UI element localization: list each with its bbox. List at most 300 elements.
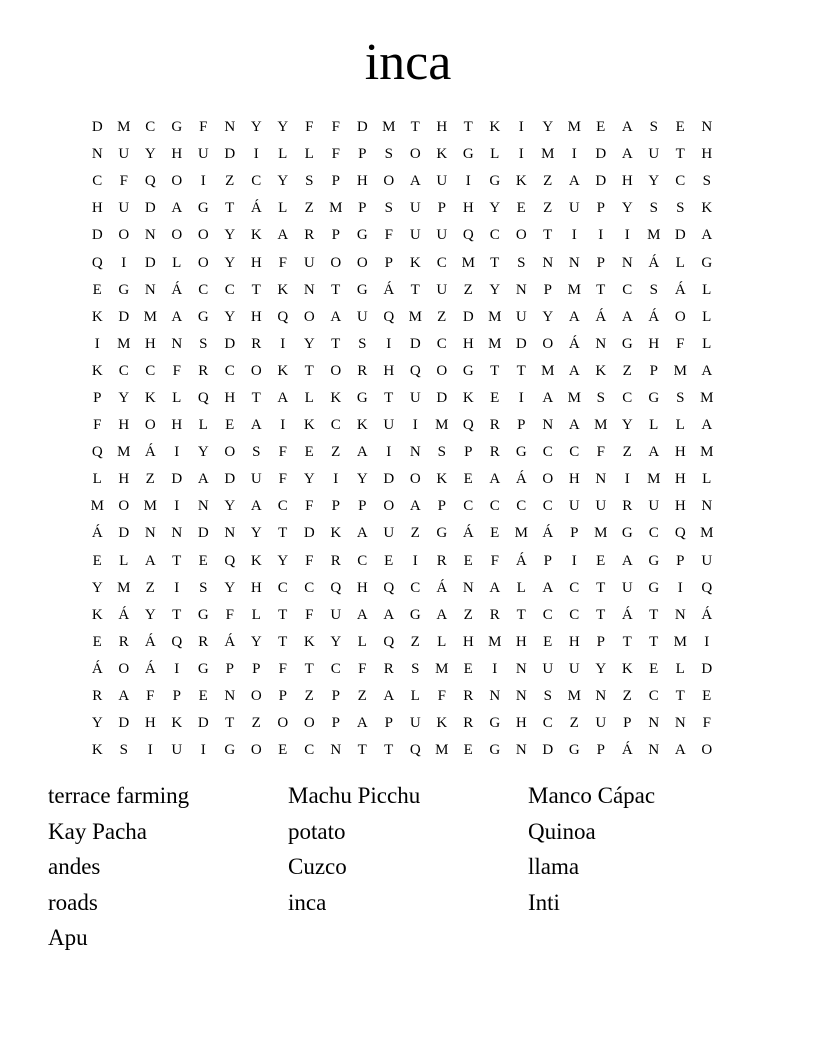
grid-letter: N bbox=[224, 525, 236, 542]
grid-letter: C bbox=[569, 606, 580, 623]
grid-letter: T bbox=[278, 606, 288, 623]
grid-letter: G bbox=[648, 579, 660, 596]
grid-letter: F bbox=[331, 146, 340, 163]
grid-letter: Á bbox=[595, 308, 607, 325]
grid-letter: F bbox=[358, 660, 367, 677]
grid-letter: E bbox=[702, 688, 712, 705]
grid-letter: T bbox=[410, 119, 420, 136]
grid-row bbox=[84, 575, 734, 602]
grid-letter: Z bbox=[225, 173, 235, 190]
grid-letter: C bbox=[357, 552, 368, 569]
grid-letter: D bbox=[542, 742, 554, 759]
grid-letter: O bbox=[171, 227, 183, 244]
grid-letter: L bbox=[198, 417, 208, 434]
grid-letter: Y bbox=[224, 308, 236, 325]
grid-letter: L bbox=[702, 471, 712, 488]
grid-letter: R bbox=[330, 552, 341, 569]
grid-letter: C bbox=[198, 281, 209, 298]
grid-row bbox=[84, 304, 734, 331]
grid-letter: M bbox=[382, 119, 396, 136]
grid-row bbox=[84, 656, 734, 683]
grid-letter: H bbox=[383, 362, 395, 379]
grid-letter: M bbox=[594, 417, 608, 434]
grid-letter: C bbox=[304, 579, 315, 596]
grid-letter: O bbox=[250, 742, 262, 759]
grid-letter: F bbox=[490, 552, 499, 569]
grid-letter: T bbox=[596, 281, 606, 298]
grid-letter: S bbox=[649, 200, 658, 217]
grid-letter: M bbox=[435, 417, 449, 434]
grid-letter: E bbox=[198, 552, 208, 569]
grid-letter: H bbox=[356, 579, 368, 596]
grid-letter: U bbox=[568, 200, 580, 217]
grid-letter: Z bbox=[410, 525, 420, 542]
grid-letter: A bbox=[118, 688, 130, 705]
grid-row bbox=[84, 168, 734, 195]
grid-letter: E bbox=[490, 389, 500, 406]
grid-letter: D bbox=[118, 308, 130, 325]
grid-letter: T bbox=[331, 335, 341, 352]
grid-letter: G bbox=[621, 525, 633, 542]
grid-letter: G bbox=[356, 389, 368, 406]
grid-letter: T bbox=[463, 119, 473, 136]
grid-letter: U bbox=[436, 281, 448, 298]
grid-letter: S bbox=[437, 444, 446, 461]
grid-letter: I bbox=[571, 146, 577, 163]
grid-letter: M bbox=[488, 633, 502, 650]
grid-letter: I bbox=[333, 471, 339, 488]
grid-letter: F bbox=[278, 444, 287, 461]
grid-letter: F bbox=[278, 254, 287, 271]
grid-letter: N bbox=[144, 281, 156, 298]
grid-letter: N bbox=[701, 498, 713, 515]
grid-letter: H bbox=[356, 173, 368, 190]
grid-letter: T bbox=[304, 660, 314, 677]
grid-letter: U bbox=[118, 200, 130, 217]
grid-letter: Á bbox=[224, 633, 236, 650]
grid-letter: F bbox=[331, 119, 340, 136]
grid-letter: A bbox=[621, 119, 633, 136]
letter-grid bbox=[84, 114, 734, 764]
grid-letter: D bbox=[171, 471, 183, 488]
grid-letter: H bbox=[436, 119, 448, 136]
grid-letter: N bbox=[648, 715, 660, 732]
grid-letter: Y bbox=[595, 660, 607, 677]
grid-letter: H bbox=[250, 254, 262, 271]
grid-letter: C bbox=[463, 498, 474, 515]
grid-letter: U bbox=[595, 715, 607, 732]
grid-letter: L bbox=[357, 633, 367, 650]
grid-letter: M bbox=[541, 146, 555, 163]
grid-letter: P bbox=[596, 742, 605, 759]
grid-letter: H bbox=[224, 389, 236, 406]
grid-letter: Á bbox=[621, 606, 633, 623]
grid-letter: C bbox=[542, 498, 553, 515]
grid-letter: Q bbox=[701, 579, 713, 596]
grid-letter: S bbox=[252, 444, 261, 461]
grid-letter: U bbox=[409, 200, 421, 217]
grid-letter: D bbox=[436, 389, 448, 406]
grid-letter: L bbox=[278, 200, 288, 217]
grid-letter: L bbox=[119, 552, 129, 569]
grid-letter: T bbox=[172, 606, 182, 623]
grid-letter: C bbox=[489, 227, 500, 244]
grid-letter: L bbox=[251, 606, 261, 623]
grid-letter: N bbox=[515, 688, 527, 705]
grid-letter: P bbox=[596, 254, 605, 271]
grid-letter: Z bbox=[622, 444, 632, 461]
grid-letter: S bbox=[384, 146, 393, 163]
grid-letter: C bbox=[622, 389, 633, 406]
grid-letter: D bbox=[674, 227, 686, 244]
grid-letter: U bbox=[648, 146, 660, 163]
grid-letter: K bbox=[91, 308, 103, 325]
grid-letter: E bbox=[278, 742, 288, 759]
grid-letter: T bbox=[596, 606, 606, 623]
grid-letter: Á bbox=[144, 660, 156, 677]
word-list-item: potato bbox=[288, 818, 346, 844]
grid-letter: R bbox=[489, 606, 500, 623]
grid-letter: N bbox=[542, 417, 554, 434]
grid-letter: F bbox=[225, 606, 234, 623]
grid-letter: I bbox=[492, 660, 498, 677]
grid-letter: O bbox=[330, 362, 342, 379]
grid-letter: Z bbox=[357, 688, 367, 705]
grid-letter: G bbox=[197, 200, 209, 217]
grid-letter: C bbox=[542, 715, 553, 732]
grid-letter: T bbox=[251, 281, 261, 298]
grid-letter: A bbox=[356, 525, 368, 542]
grid-letter: O bbox=[118, 498, 130, 515]
grid-letter: U bbox=[409, 389, 421, 406]
grid-letter: F bbox=[278, 660, 287, 677]
grid-letter: R bbox=[622, 498, 633, 515]
grid-letter: A bbox=[356, 444, 368, 461]
grid-letter: H bbox=[515, 715, 527, 732]
grid-letter: P bbox=[358, 200, 367, 217]
grid-letter: A bbox=[648, 444, 660, 461]
grid-letter: C bbox=[145, 362, 156, 379]
grid-letter: D bbox=[356, 119, 368, 136]
grid-letter: N bbox=[674, 606, 686, 623]
grid-letter: D bbox=[595, 146, 607, 163]
grid-letter: A bbox=[621, 308, 633, 325]
grid-letter: I bbox=[518, 389, 524, 406]
grid-letter: M bbox=[567, 688, 581, 705]
grid-letter: H bbox=[171, 417, 183, 434]
grid-letter: C bbox=[542, 444, 553, 461]
grid-letter: U bbox=[356, 308, 368, 325]
grid-letter: I bbox=[571, 227, 577, 244]
grid-letter: N bbox=[674, 715, 686, 732]
grid-letter: S bbox=[199, 335, 208, 352]
grid-letter: H bbox=[118, 417, 130, 434]
grid-letter: P bbox=[437, 498, 446, 515]
grid-letter: L bbox=[437, 633, 447, 650]
grid-letter: A bbox=[489, 579, 501, 596]
grid-letter: Q bbox=[197, 389, 209, 406]
grid-letter: R bbox=[92, 688, 103, 705]
grid-letter: H bbox=[91, 200, 103, 217]
grid-letter: K bbox=[356, 417, 368, 434]
grid-letter: A bbox=[489, 471, 501, 488]
grid-letter: P bbox=[596, 633, 605, 650]
grid-letter: Y bbox=[144, 146, 156, 163]
grid-letter: Á bbox=[171, 281, 183, 298]
grid-letter: U bbox=[409, 227, 421, 244]
grid-letter: F bbox=[437, 688, 446, 705]
grid-letter: F bbox=[305, 552, 314, 569]
grid-letter: G bbox=[648, 552, 660, 569]
grid-letter: G bbox=[197, 606, 209, 623]
grid-letter: Á bbox=[674, 281, 686, 298]
grid-letter: E bbox=[198, 688, 208, 705]
grid-letter: S bbox=[702, 173, 711, 190]
grid-letter: E bbox=[463, 552, 473, 569]
grid-letter: T bbox=[410, 281, 420, 298]
grid-letter: Z bbox=[463, 281, 473, 298]
grid-letter: M bbox=[647, 227, 661, 244]
grid-letter: P bbox=[517, 417, 526, 434]
grid-letter: M bbox=[700, 389, 714, 406]
grid-letter: Y bbox=[91, 715, 103, 732]
grid-letter: Q bbox=[330, 579, 342, 596]
grid-letter: T bbox=[490, 254, 500, 271]
word-list-item: Cuzco bbox=[288, 854, 347, 879]
grid-letter: N bbox=[171, 525, 183, 542]
grid-letter: A bbox=[568, 362, 580, 379]
grid-letter: I bbox=[174, 498, 180, 515]
word-list-item: terrace farming bbox=[48, 783, 190, 808]
grid-letter: M bbox=[541, 362, 555, 379]
grid-letter: O bbox=[409, 146, 421, 163]
grid-letter: H bbox=[674, 471, 686, 488]
grid-letter: K bbox=[515, 173, 527, 190]
grid-letter: U bbox=[409, 715, 421, 732]
grid-letter: Z bbox=[543, 200, 553, 217]
word-list-item: Kay Pacha bbox=[48, 818, 147, 844]
grid-letter: Z bbox=[410, 633, 420, 650]
grid-letter: P bbox=[596, 200, 605, 217]
grid-row bbox=[84, 602, 734, 629]
grid-letter: D bbox=[91, 227, 103, 244]
grid-row bbox=[84, 683, 734, 710]
grid-letter: K bbox=[91, 606, 103, 623]
grid-letter: M bbox=[435, 742, 449, 759]
grid-letter: Q bbox=[383, 308, 395, 325]
grid-letter: M bbox=[567, 389, 581, 406]
grid-letter: Z bbox=[463, 606, 473, 623]
grid-letter: S bbox=[305, 173, 314, 190]
grid-letter: I bbox=[147, 742, 153, 759]
grid-letter: A bbox=[171, 200, 183, 217]
grid-letter: G bbox=[462, 146, 474, 163]
grid-letter: P bbox=[93, 389, 102, 406]
grid-row bbox=[84, 737, 734, 764]
grid-letter: P bbox=[464, 444, 473, 461]
grid-letter: A bbox=[674, 742, 686, 759]
grid-letter: Q bbox=[144, 173, 156, 190]
grid-letter: A bbox=[701, 227, 713, 244]
grid-letter: G bbox=[197, 660, 209, 677]
grid-letter: Y bbox=[621, 200, 633, 217]
grid-letter: O bbox=[224, 444, 236, 461]
grid-letter: C bbox=[648, 688, 659, 705]
grid-letter: L bbox=[702, 335, 712, 352]
grid-letter: K bbox=[409, 254, 421, 271]
grid-letter: Z bbox=[331, 444, 341, 461]
grid-letter: L bbox=[304, 389, 314, 406]
grid-letter: F bbox=[676, 335, 685, 352]
grid-letter: Z bbox=[543, 173, 553, 190]
grid-letter: P bbox=[278, 688, 287, 705]
grid-letter: O bbox=[118, 660, 130, 677]
grid-letter: K bbox=[701, 200, 713, 217]
grid-letter: L bbox=[304, 146, 314, 163]
grid-letter: D bbox=[303, 525, 315, 542]
grid-letter: M bbox=[514, 525, 528, 542]
grid-letter: Q bbox=[383, 633, 395, 650]
grid-letter: Y bbox=[277, 173, 289, 190]
grid-row bbox=[84, 385, 734, 412]
grid-letter: E bbox=[675, 119, 685, 136]
grid-letter: Z bbox=[569, 715, 579, 732]
grid-letter: G bbox=[356, 281, 368, 298]
grid-letter: F bbox=[146, 688, 155, 705]
grid-letter: D bbox=[118, 525, 130, 542]
grid-letter: D bbox=[197, 715, 209, 732]
grid-letter: C bbox=[145, 119, 156, 136]
grid-letter: P bbox=[649, 362, 658, 379]
grid-letter: T bbox=[516, 362, 526, 379]
grid-letter: Y bbox=[118, 389, 130, 406]
grid-letter: L bbox=[410, 688, 420, 705]
grid-letter: R bbox=[489, 444, 500, 461]
grid-letter: K bbox=[277, 362, 289, 379]
grid-letter: C bbox=[648, 525, 659, 542]
grid-letter: P bbox=[331, 498, 340, 515]
grid-letter: R bbox=[198, 633, 209, 650]
grid-letter: K bbox=[436, 471, 448, 488]
grid-letter: Y bbox=[277, 119, 289, 136]
grid-letter: L bbox=[172, 254, 182, 271]
grid-letter: Y bbox=[542, 308, 554, 325]
grid-letter: Q bbox=[674, 525, 686, 542]
grid-letter: Á bbox=[462, 525, 474, 542]
grid-letter: M bbox=[329, 200, 343, 217]
grid-row bbox=[84, 439, 734, 466]
grid-letter: M bbox=[488, 335, 502, 352]
grid-letter: N bbox=[568, 254, 580, 271]
grid-letter: D bbox=[224, 471, 236, 488]
grid-letter: L bbox=[516, 579, 526, 596]
grid-letter: P bbox=[331, 173, 340, 190]
grid-letter: H bbox=[144, 715, 156, 732]
grid-letter: Z bbox=[304, 688, 314, 705]
grid-letter: C bbox=[436, 335, 447, 352]
grid-letter: N bbox=[595, 471, 607, 488]
grid-letter: U bbox=[303, 254, 315, 271]
grid-letter: S bbox=[649, 281, 658, 298]
grid-letter: E bbox=[92, 633, 102, 650]
grid-letter: L bbox=[675, 254, 685, 271]
grid-letter: E bbox=[463, 471, 473, 488]
page-title: inca bbox=[364, 34, 452, 91]
grid-letter: K bbox=[330, 389, 342, 406]
grid-letter: O bbox=[171, 173, 183, 190]
grid-letter: H bbox=[171, 146, 183, 163]
grid-letter: T bbox=[622, 633, 632, 650]
grid-letter: M bbox=[461, 254, 475, 271]
grid-letter: Y bbox=[489, 200, 501, 217]
grid-letter: T bbox=[172, 552, 182, 569]
grid-letter: T bbox=[649, 633, 659, 650]
grid-letter: E bbox=[92, 552, 102, 569]
grid-letter: D bbox=[197, 525, 209, 542]
grid-letter: M bbox=[673, 362, 687, 379]
grid-letter: D bbox=[383, 471, 395, 488]
grid-letter: Y bbox=[197, 444, 209, 461]
grid-letter: P bbox=[384, 254, 393, 271]
grid-letter: T bbox=[490, 362, 500, 379]
grid-letter: H bbox=[701, 146, 713, 163]
grid-letter: U bbox=[383, 417, 395, 434]
grid-letter: Y bbox=[224, 498, 236, 515]
grid-letter: Á bbox=[648, 254, 660, 271]
grid-letter: T bbox=[649, 606, 659, 623]
grid-letter: R bbox=[251, 335, 262, 352]
grid-letter: I bbox=[624, 471, 630, 488]
grid-letter: R bbox=[489, 417, 500, 434]
grid-letter: M bbox=[647, 471, 661, 488]
grid-letter: I bbox=[465, 173, 471, 190]
grid-letter: D bbox=[462, 308, 474, 325]
grid-letter: H bbox=[118, 471, 130, 488]
grid-letter: Y bbox=[250, 633, 262, 650]
grid-letter: K bbox=[250, 552, 262, 569]
grid-letter: E bbox=[543, 633, 553, 650]
grid-letter: A bbox=[250, 498, 262, 515]
grid-letter: H bbox=[648, 335, 660, 352]
grid-letter: Y bbox=[224, 227, 236, 244]
grid-letter: N bbox=[330, 742, 342, 759]
grid-letter: C bbox=[92, 173, 103, 190]
grid-letter: O bbox=[383, 498, 395, 515]
grid-row bbox=[84, 629, 734, 656]
grid-letter: P bbox=[225, 660, 234, 677]
grid-letter: Á bbox=[383, 281, 395, 298]
grid-letter: Q bbox=[409, 362, 421, 379]
grid-letter: Á bbox=[118, 606, 130, 623]
grid-letter: N bbox=[224, 688, 236, 705]
grid-letter: N bbox=[489, 688, 501, 705]
grid-letter: H bbox=[250, 308, 262, 325]
grid-letter: G bbox=[489, 742, 501, 759]
word-list-item: Manco Cápac bbox=[528, 783, 656, 808]
grid-letter: F bbox=[93, 417, 102, 434]
grid-letter: N bbox=[462, 579, 474, 596]
grid-letter: Z bbox=[251, 715, 261, 732]
grid-letter: A bbox=[383, 606, 395, 623]
grid-letter: R bbox=[436, 552, 447, 569]
grid-letter: I bbox=[280, 335, 286, 352]
grid-letter: I bbox=[704, 633, 710, 650]
grid-letter: C bbox=[410, 579, 421, 596]
grid-letter: P bbox=[252, 660, 261, 677]
grid-letter: N bbox=[515, 281, 527, 298]
grid-letter: Z bbox=[622, 688, 632, 705]
grid-letter: T bbox=[516, 606, 526, 623]
